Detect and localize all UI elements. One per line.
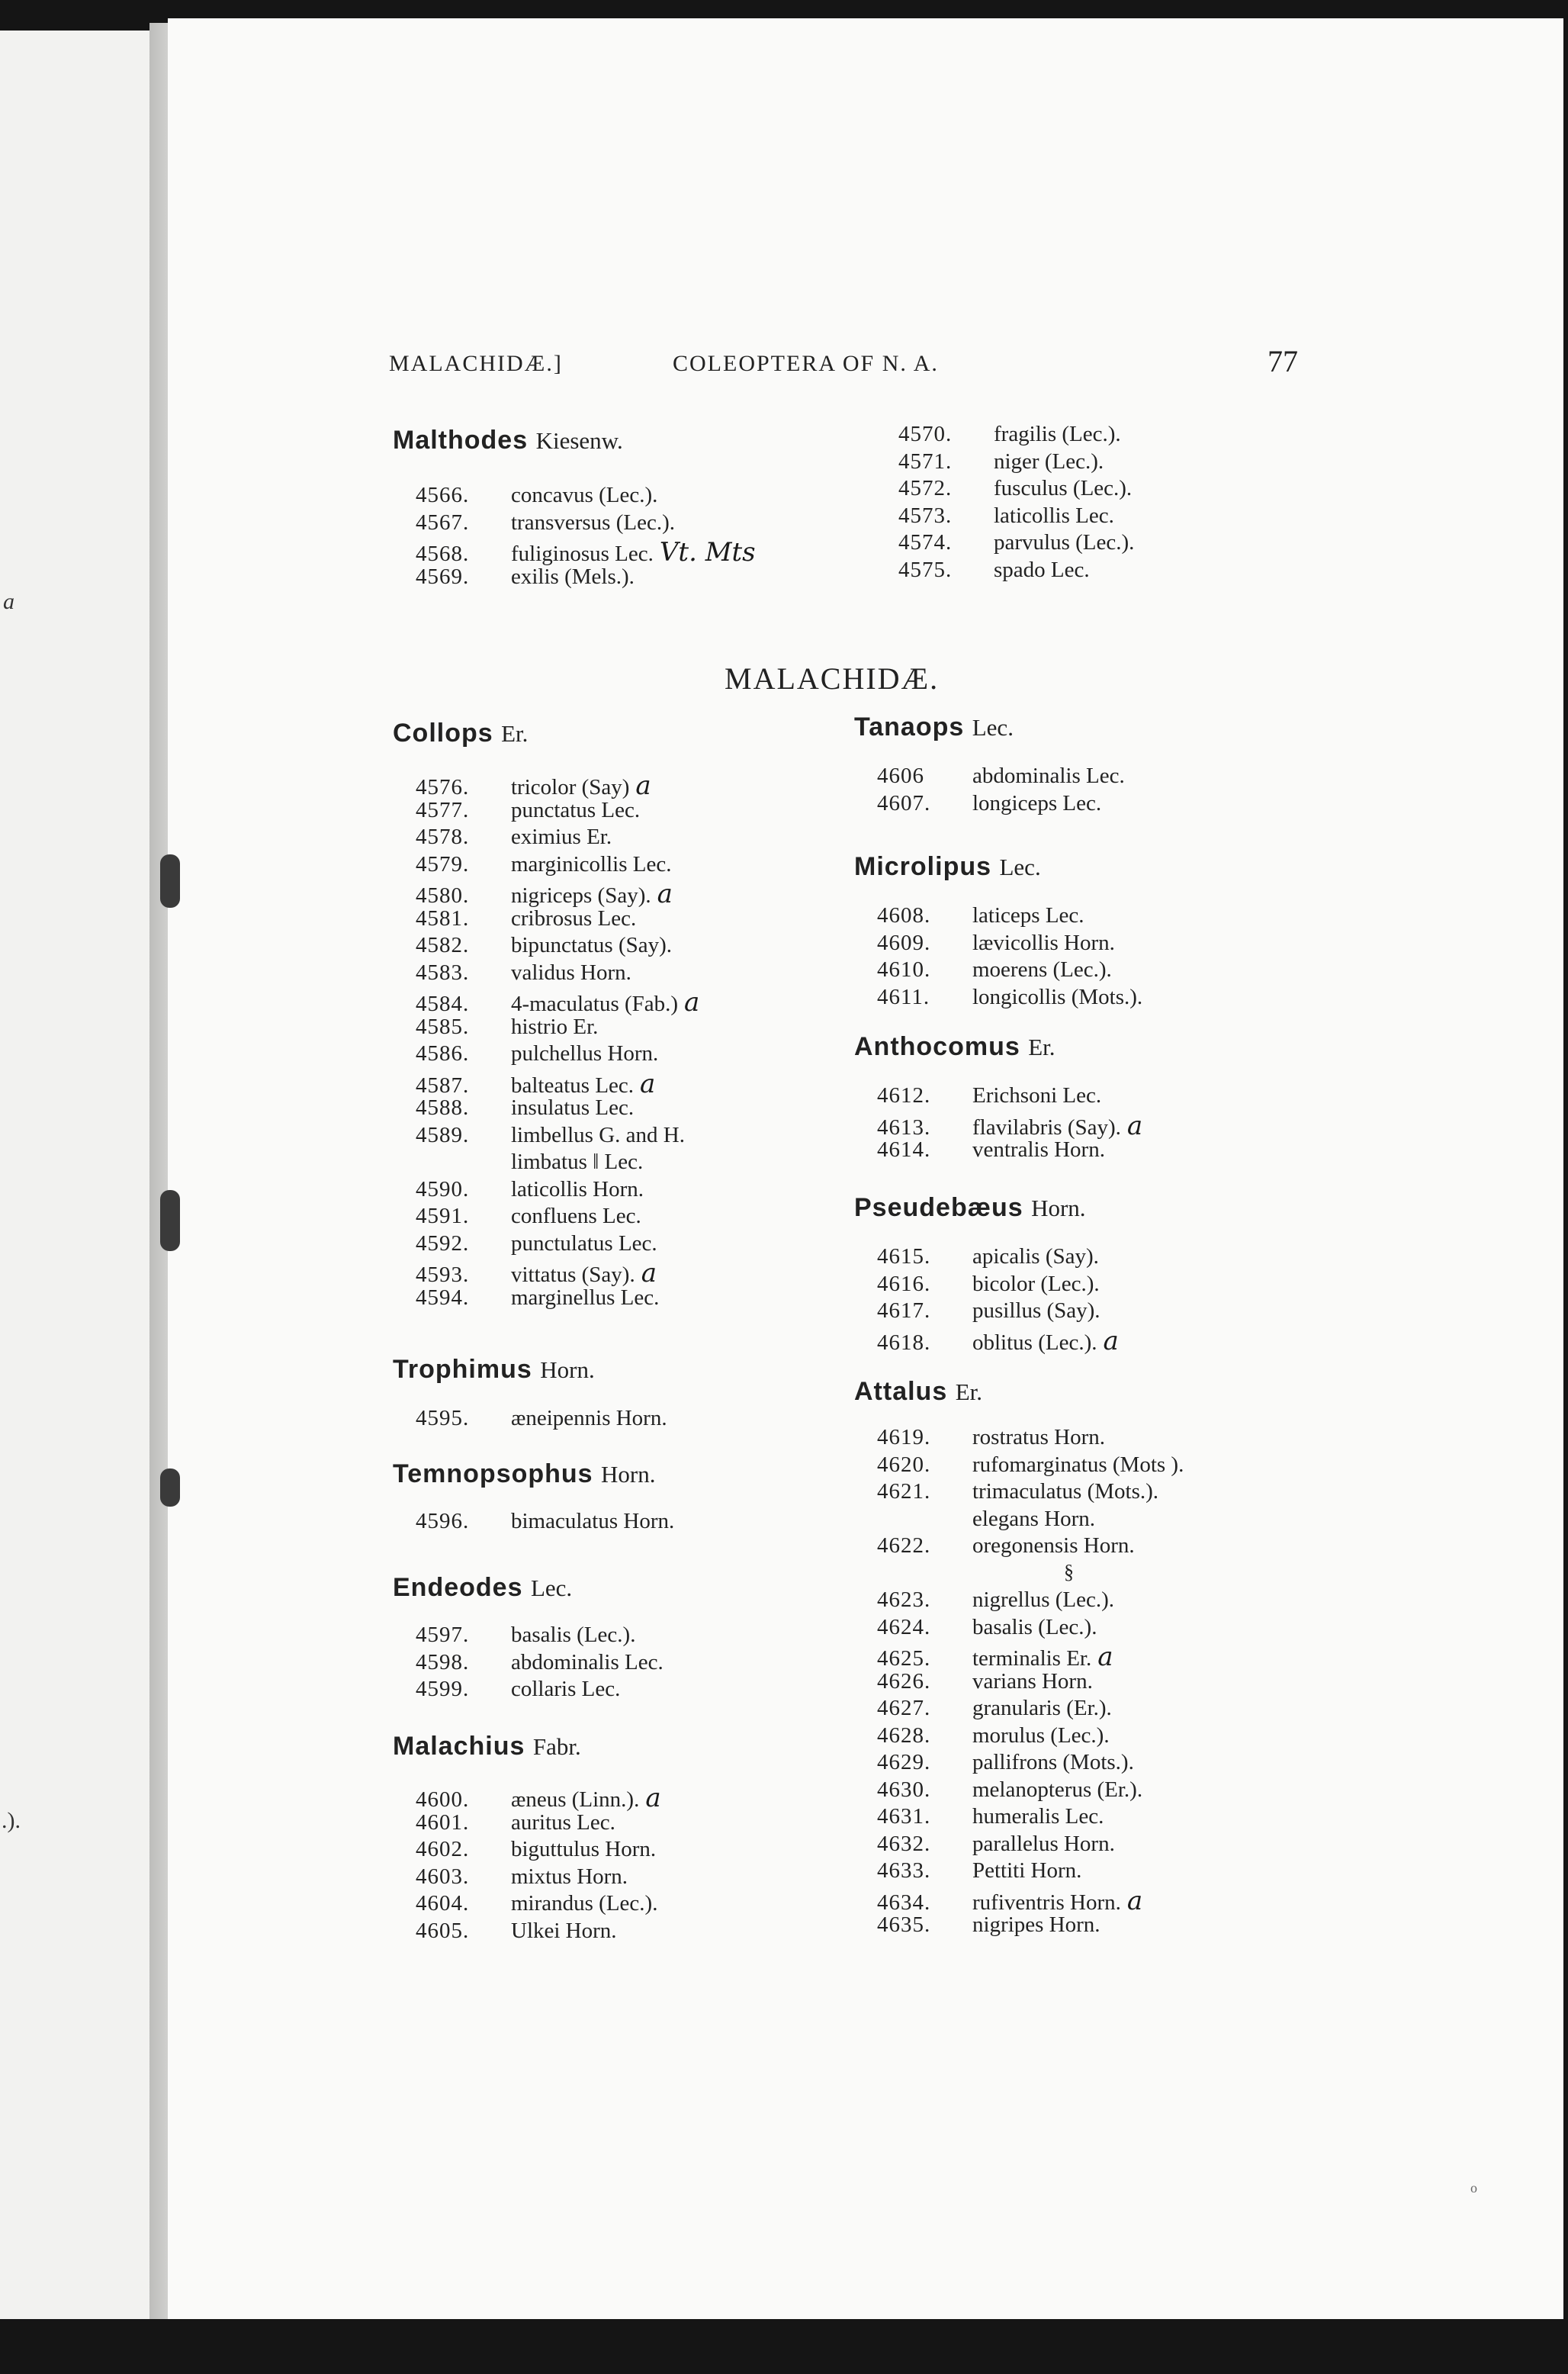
- species-number: 4619.: [877, 1425, 931, 1449]
- genus-name: Anthocomus: [854, 1032, 1020, 1061]
- species-entry: [416, 960, 699, 988]
- species-name: transversus (Lec.).: [511, 510, 675, 535]
- species-entry: [877, 1110, 1143, 1141]
- page-number: 77: [1268, 344, 1298, 378]
- species-number: 4567.: [416, 510, 470, 535]
- species-name: pallifrons (Mots.).: [972, 1750, 1134, 1774]
- species-list: [416, 1783, 661, 1945]
- species-number: 4605.: [416, 1918, 470, 1943]
- genus-heading: [393, 1732, 581, 1761]
- species-name: biguttulus Horn.: [511, 1837, 657, 1861]
- species-list: [416, 1623, 664, 1704]
- species-number: 4627.: [877, 1696, 931, 1720]
- species-name: granularis (Er.).: [972, 1696, 1112, 1720]
- species-entry: [416, 1406, 667, 1433]
- species-number: 4573.: [898, 503, 953, 528]
- species-number: 4604.: [416, 1891, 470, 1916]
- species-entry: [416, 1095, 699, 1123]
- species-entry: [877, 1669, 1184, 1697]
- species-number: 4581.: [416, 906, 470, 931]
- species-entry: [416, 852, 699, 880]
- species-name: basalis (Lec.).: [972, 1614, 1097, 1639]
- species-number: 4610.: [877, 957, 931, 982]
- genus-name: Trophimus: [393, 1355, 532, 1384]
- species-entry: [416, 906, 699, 934]
- species-name: pulchellus Horn.: [511, 1041, 659, 1066]
- species-entry: [877, 1723, 1184, 1751]
- genus-name: Malachius: [393, 1732, 525, 1761]
- species-name: niger (Lec.).: [994, 449, 1104, 474]
- species-number: 4571.: [898, 449, 953, 474]
- species-entry: [877, 1885, 1184, 1916]
- species-name: abdominalis Lec.: [972, 764, 1125, 788]
- genus-heading: [854, 1193, 1086, 1223]
- species-entry: [877, 1137, 1142, 1165]
- species-number: 4568.: [416, 542, 470, 566]
- species-entry: [416, 933, 699, 960]
- species-name: collaris Lec.: [511, 1677, 621, 1701]
- species-name: flavilabris (Say).: [972, 1115, 1121, 1140]
- species-entry: [877, 1533, 1184, 1561]
- species-number: 4566.: [416, 483, 470, 507]
- species-entry: [898, 530, 1134, 558]
- species-name: nigriceps (Say).: [511, 883, 651, 908]
- handwritten-note: a: [1126, 1885, 1143, 1916]
- genus-authority: Horn.: [601, 1461, 656, 1488]
- species-name: bipunctatus (Say).: [511, 933, 673, 957]
- species-entry: [877, 764, 1125, 791]
- species-name: morulus (Lec.).: [972, 1723, 1110, 1748]
- species-name: confluens Lec.: [511, 1204, 641, 1228]
- species-entry: [416, 1810, 661, 1838]
- species-number: 4593.: [416, 1263, 470, 1287]
- species-entry: [416, 1919, 661, 1946]
- species-number: 4629.: [877, 1750, 931, 1774]
- running-head-title: COLEOPTERA OF N. A.: [673, 351, 939, 376]
- species-name: longiceps Lec.: [972, 790, 1102, 815]
- species-entry: [877, 1804, 1184, 1832]
- genus-heading: [393, 1459, 656, 1489]
- species-number: 4591.: [416, 1204, 470, 1228]
- species-name: æneipennis Horn.: [511, 1406, 667, 1430]
- species-entry: [416, 565, 756, 592]
- species-entry: [416, 1068, 699, 1099]
- species-number: 4634.: [877, 1890, 931, 1915]
- species-name: nigripes Horn.: [972, 1912, 1100, 1937]
- species-entry: [877, 1642, 1184, 1672]
- handwritten-note: a: [645, 1783, 661, 1813]
- left-page-edge: [0, 31, 160, 2319]
- species-entry: [416, 1837, 661, 1864]
- species-name: laticollis Horn.: [511, 1176, 644, 1201]
- species-number: 4630.: [877, 1777, 931, 1802]
- species-number: 4621.: [877, 1479, 931, 1504]
- species-entry: [877, 791, 1125, 819]
- genus-heading: [393, 1573, 572, 1603]
- handwritten-note: a: [1097, 1642, 1113, 1672]
- species-name: punctulatus Lec.: [511, 1230, 657, 1256]
- genus-heading: [393, 1355, 595, 1385]
- species-number: 4594.: [416, 1285, 470, 1310]
- species-number: 4601.: [416, 1809, 470, 1835]
- running-head-left: MALACHIDÆ.]: [389, 351, 563, 376]
- binding-hole: [160, 854, 180, 908]
- species-entry: [877, 1587, 1184, 1615]
- binding-hole: [160, 1190, 180, 1251]
- species-name: humeralis Lec.: [972, 1804, 1104, 1829]
- species-list: [898, 422, 1134, 584]
- genus-name: Collops: [393, 719, 493, 748]
- species-entry: [416, 1015, 699, 1042]
- species-number: 4570.: [898, 422, 953, 446]
- species-number: 4626.: [877, 1668, 931, 1694]
- species-entry: [877, 1615, 1184, 1642]
- species-number: 4579.: [416, 851, 470, 877]
- genus-name: Attalus: [854, 1377, 948, 1406]
- species-number: 4580.: [416, 883, 470, 908]
- species-name: cribrosus Lec.: [511, 906, 637, 931]
- genus-name: Malthodes: [393, 426, 529, 455]
- species-name: marginicollis Lec.: [511, 851, 672, 877]
- genus-authority: Er.: [955, 1378, 982, 1405]
- species-entry: [877, 1325, 1119, 1356]
- species-entry: [416, 537, 756, 568]
- species-entry: [877, 957, 1142, 985]
- species-entry: [898, 476, 1134, 503]
- species-number: 4595.: [416, 1406, 470, 1430]
- species-name: rufiventris Horn.: [972, 1890, 1121, 1915]
- handwritten-note: a: [657, 879, 673, 909]
- species-entry: [416, 1677, 664, 1704]
- species-name: Erichsoni Lec.: [972, 1083, 1102, 1108]
- species-entry: [416, 1285, 699, 1313]
- species-number: 4602.: [416, 1837, 470, 1861]
- species-entry: [416, 1123, 699, 1150]
- genus-authority: Kiesenw.: [535, 427, 623, 454]
- genus-name: Microlipus: [854, 852, 992, 881]
- species-number: 4583.: [416, 960, 470, 985]
- species-name: histrio Er.: [511, 1014, 599, 1039]
- species-number: 4603.: [416, 1864, 470, 1889]
- species-name: insulatus Lec.: [511, 1095, 635, 1120]
- species-name: laticollis Lec.: [994, 503, 1114, 528]
- species-entry: [416, 483, 756, 510]
- genus-name: Endeodes: [393, 1573, 523, 1602]
- species-name: nigrellus (Lec.).: [972, 1587, 1115, 1612]
- species-number: 4624.: [877, 1614, 931, 1639]
- species-entry: [877, 1083, 1142, 1111]
- species-entry: [877, 1696, 1184, 1723]
- species-name: exilis (Mels.).: [511, 564, 635, 589]
- species-number: 4569.: [416, 564, 470, 589]
- species-number: 4586.: [416, 1041, 470, 1066]
- species-name: apicalis (Say).: [972, 1244, 1099, 1269]
- species-list: [877, 764, 1125, 818]
- synonym-line: limbatus ‖ Lec.: [511, 1150, 644, 1174]
- species-number: 4622.: [877, 1533, 931, 1558]
- species-number: 4600.: [416, 1787, 470, 1812]
- species-number: 4611.: [877, 984, 930, 1009]
- species-name: Pettiti Horn.: [972, 1858, 1082, 1883]
- species-number: 4631.: [877, 1804, 931, 1829]
- handwritten-note: a: [684, 987, 700, 1018]
- species-name: parvulus (Lec.).: [994, 530, 1135, 555]
- species-name: rostratus Horn.: [972, 1425, 1105, 1449]
- species-number: 4597.: [416, 1623, 470, 1647]
- species-entry: [877, 1479, 1184, 1507]
- species-entry: [877, 1750, 1184, 1777]
- species-number: 4609.: [877, 930, 931, 955]
- species-entry: [416, 770, 699, 801]
- species-entry: [877, 1777, 1184, 1805]
- species-name: moerens (Lec.).: [972, 957, 1112, 982]
- genus-authority: Er.: [1028, 1034, 1056, 1060]
- species-list: [416, 483, 756, 591]
- species-entry: [898, 558, 1134, 585]
- species-entry: [416, 879, 699, 909]
- species-entry: [898, 503, 1134, 531]
- species-number: 4608.: [877, 903, 931, 928]
- species-name: melanopterus (Er.).: [972, 1777, 1143, 1802]
- species-entry: [877, 1298, 1119, 1326]
- species-entry: [416, 825, 699, 852]
- species-entry: [416, 798, 699, 825]
- species-number: 4582.: [416, 933, 470, 957]
- binding-hole: [160, 1468, 180, 1507]
- genus-name: Pseudebæus: [854, 1193, 1023, 1222]
- species-number: 4576.: [416, 775, 470, 799]
- species-name: fuliginosus Lec.: [511, 542, 654, 566]
- species-number: 4632.: [877, 1831, 931, 1856]
- species-entry: [416, 1783, 661, 1813]
- species-entry: [416, 1041, 699, 1069]
- species-number: 4589.: [416, 1122, 470, 1147]
- species-name: fragilis (Lec.).: [994, 422, 1121, 446]
- species-number: 4598.: [416, 1649, 470, 1674]
- species-name: 4-maculatus (Fab.): [511, 992, 679, 1016]
- species-entry: [877, 931, 1142, 958]
- handwritten-note: a: [641, 1258, 657, 1288]
- species-number: 4575.: [898, 557, 953, 582]
- genus-heading: [393, 426, 623, 455]
- species-number: 4614.: [877, 1137, 931, 1162]
- species-name: abdominalis Lec.: [511, 1649, 664, 1674]
- species-name: varians Horn.: [972, 1668, 1093, 1694]
- species-name: marginellus Lec.: [511, 1285, 660, 1310]
- species-name: auritus Lec.: [511, 1809, 615, 1835]
- species-name: bimaculatus Horn.: [511, 1509, 675, 1533]
- species-number: 4587.: [416, 1073, 470, 1098]
- species-name: validus Horn.: [511, 960, 631, 985]
- species-number: 4606: [877, 764, 924, 788]
- species-name: oregonensis Horn.: [972, 1533, 1135, 1558]
- genus-authority: Lec.: [999, 854, 1041, 880]
- species-entry: [877, 1452, 1184, 1480]
- species-entry: [416, 1623, 664, 1650]
- species-number: 4578.: [416, 825, 470, 849]
- species-number: 4618.: [877, 1330, 931, 1355]
- species-name: terminalis Er.: [972, 1646, 1092, 1671]
- species-list: [416, 770, 699, 1312]
- genus-heading: [393, 719, 528, 748]
- species-list: [877, 1244, 1119, 1356]
- synonym-line: elegans Horn.: [972, 1506, 1096, 1531]
- genus-authority: Lec.: [972, 714, 1014, 741]
- species-entry: [877, 1272, 1119, 1299]
- species-name: Ulkei Horn.: [511, 1918, 617, 1943]
- species-entry: [877, 1425, 1184, 1452]
- species-entry: [416, 1891, 661, 1919]
- species-entry: [877, 1858, 1184, 1886]
- species-name: limbellus G. and H.: [511, 1122, 685, 1147]
- species-name: lævicollis Horn.: [972, 930, 1115, 955]
- species-list: [416, 1509, 674, 1536]
- species-number: 4592.: [416, 1230, 470, 1256]
- genus-name: Tanaops: [854, 713, 965, 741]
- species-entry: [416, 510, 756, 538]
- species-name: laticeps Lec.: [972, 903, 1084, 928]
- species-number: 4623.: [877, 1587, 931, 1612]
- species-name: æneus (Linn.).: [511, 1787, 640, 1812]
- species-list: [877, 903, 1142, 1012]
- genus-authority: Lec.: [530, 1575, 573, 1601]
- genus-heading: [854, 1377, 982, 1407]
- species-list: [877, 1083, 1142, 1165]
- page-header: [389, 344, 1304, 389]
- handwritten-note: a: [635, 770, 651, 801]
- species-entry: [877, 903, 1142, 931]
- species-number: 4617.: [877, 1298, 931, 1323]
- species-number: 4612.: [877, 1083, 931, 1108]
- species-number: 4633.: [877, 1858, 931, 1883]
- species-entry: [898, 422, 1134, 449]
- species-name: punctatus Lec.: [511, 797, 641, 822]
- family-title: MALACHIDÆ.: [725, 661, 940, 696]
- genus-authority: Horn.: [1031, 1195, 1086, 1221]
- species-number: 4628.: [877, 1723, 931, 1748]
- species-entry: [416, 1864, 661, 1892]
- species-name: parallelus Horn.: [972, 1831, 1115, 1856]
- genus-heading: [854, 1032, 1056, 1062]
- species-entry: [416, 1650, 664, 1678]
- genus-heading: [854, 713, 1014, 742]
- species-number: 4574.: [898, 530, 953, 555]
- genus-name: Temnopsophus: [393, 1459, 593, 1488]
- species-name: rufomarginatus (Mots ).: [972, 1452, 1184, 1477]
- species-number: 4572.: [898, 476, 953, 500]
- species-name: concavus (Lec.).: [511, 483, 658, 507]
- species-name: mixtus Horn.: [511, 1864, 628, 1889]
- genus-authority: Er.: [501, 720, 529, 747]
- handwritten-note: a: [1126, 1110, 1143, 1141]
- species-entry: [877, 1244, 1119, 1272]
- species-name: bicolor (Lec.).: [972, 1271, 1100, 1296]
- species-entry: [877, 985, 1142, 1012]
- species-list: [877, 1425, 1184, 1940]
- corner-mark: o: [1470, 2180, 1477, 2195]
- species-name: longicollis (Mots.).: [972, 984, 1143, 1009]
- handwritten-note: a: [1103, 1325, 1119, 1356]
- species-entry: [416, 987, 700, 1018]
- species-list: [416, 1406, 667, 1433]
- scanner-border: [0, 2319, 1568, 2374]
- species-entry: [416, 1509, 674, 1536]
- handwritten-note: Vt. Mts: [659, 537, 756, 568]
- section-mark: §: [1064, 1560, 1074, 1583]
- species-number: 4584.: [416, 992, 470, 1016]
- left-edge-text: .).: [2, 1808, 21, 1833]
- left-edge-mark: a: [3, 589, 14, 614]
- species-number: 4590.: [416, 1176, 470, 1201]
- species-entry: [416, 1231, 699, 1259]
- species-name: oblitus (Lec.).: [972, 1330, 1097, 1355]
- species-entry: [416, 1177, 699, 1205]
- species-number: 4625.: [877, 1646, 931, 1671]
- genus-authority: Fabr.: [532, 1733, 581, 1760]
- species-number: 4599.: [416, 1677, 470, 1701]
- species-number: 4615.: [877, 1244, 931, 1269]
- species-name: balteatus Lec.: [511, 1073, 635, 1098]
- species-number: 4607.: [877, 790, 931, 815]
- species-entry: [898, 449, 1134, 477]
- species-number: 4588.: [416, 1095, 470, 1120]
- genus-authority: Horn.: [540, 1356, 595, 1383]
- species-number: 4616.: [877, 1271, 931, 1296]
- species-name: pusillus (Say).: [972, 1298, 1100, 1323]
- species-number: 4585.: [416, 1014, 470, 1039]
- species-entry: [877, 1912, 1184, 1940]
- species-entry: [877, 1832, 1184, 1859]
- species-number: 4596.: [416, 1509, 470, 1533]
- species-name: vittatus (Say).: [511, 1263, 635, 1287]
- species-number: 4577.: [416, 797, 470, 822]
- species-entry: [416, 1204, 699, 1231]
- species-entry: [416, 1258, 699, 1288]
- species-name: mirandus (Lec.).: [511, 1891, 658, 1916]
- genus-heading: [854, 852, 1041, 882]
- handwritten-note: a: [640, 1068, 656, 1099]
- species-name: basalis (Lec.).: [511, 1623, 636, 1647]
- species-number: 4620.: [877, 1452, 931, 1477]
- species-name: spado Lec.: [994, 557, 1090, 582]
- species-number: 4635.: [877, 1912, 931, 1937]
- species-number: 4613.: [877, 1115, 931, 1140]
- species-name: ventralis Horn.: [972, 1137, 1105, 1162]
- species-name: tricolor (Say): [511, 775, 630, 799]
- species-name: trimaculatus (Mots.).: [972, 1479, 1159, 1504]
- species-name: fusculus (Lec.).: [994, 476, 1133, 500]
- species-name: eximius Er.: [511, 825, 612, 849]
